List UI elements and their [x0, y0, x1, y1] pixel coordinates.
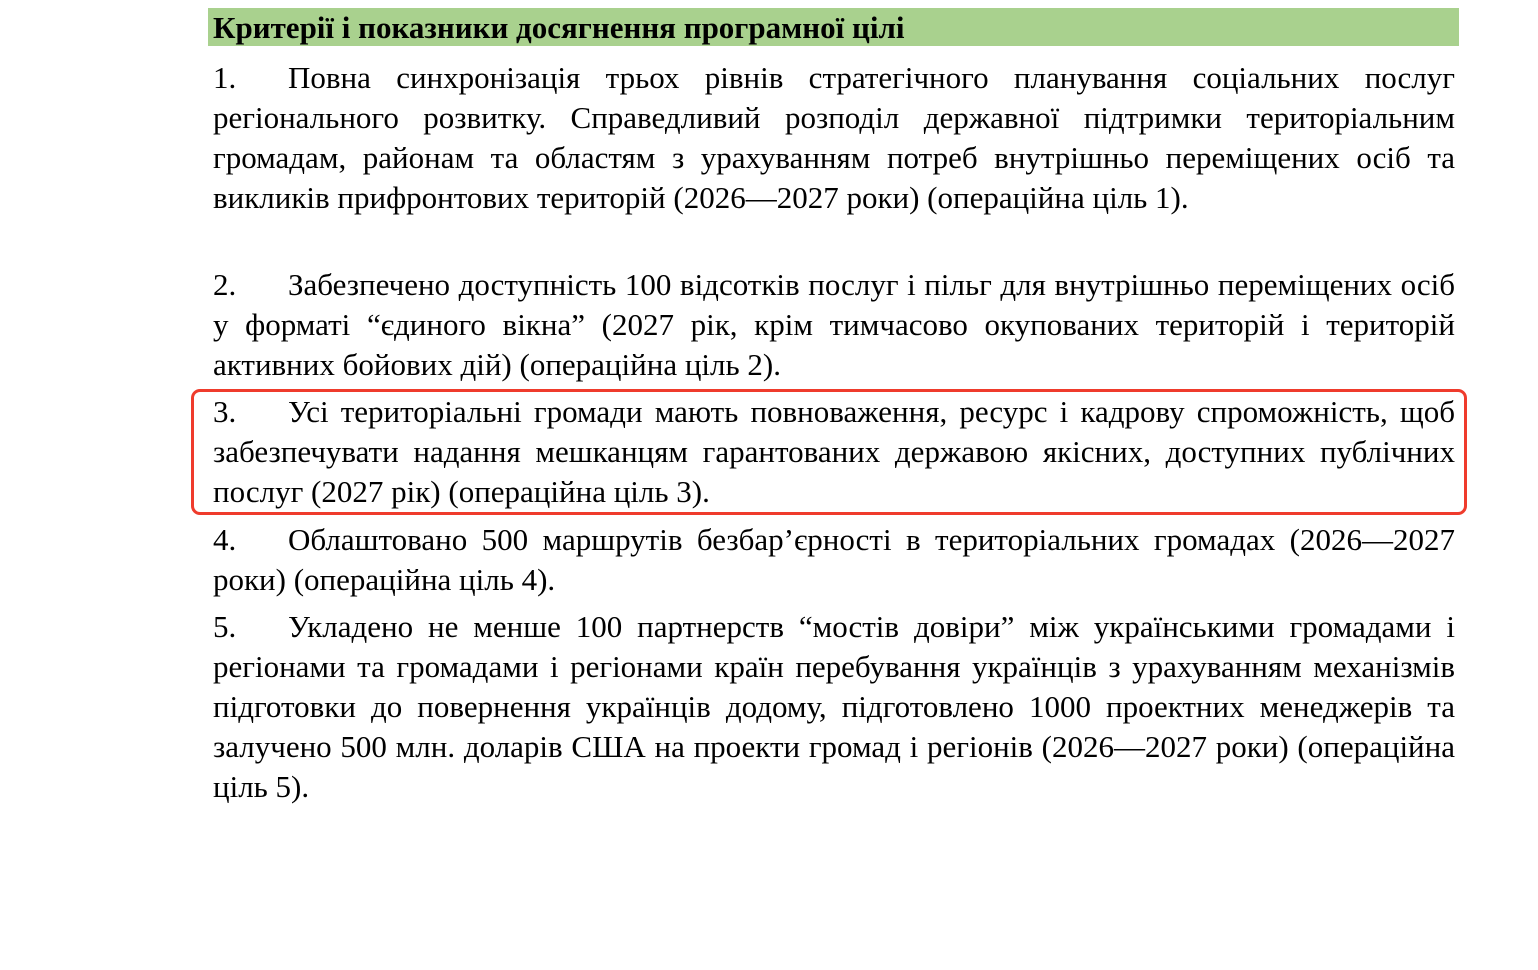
criteria-item-2-text: Забезпечено доступність 100 відсотків послуг і пільг для внутрішньо переміщених осіб у форматі “єдиного вікна” (2027 рік, крім тимчасово окупованих територій і територій активних бойових дій) (операційна ціль 2). [213, 267, 1455, 382]
criteria-item-5-number: 5. [213, 609, 237, 644]
section-heading: Критерії і показники досягнення програмної цілі [213, 10, 905, 45]
criteria-item-2 [213, 265, 1455, 385]
criteria-item-1 [213, 58, 1455, 218]
criteria-item-3-number: 3. [213, 394, 237, 429]
section-heading-band [208, 8, 1459, 46]
criteria-item-4 [213, 520, 1455, 600]
criteria-item-1-number: 1. [213, 60, 237, 95]
criteria-item-1-text: Повна синхронізація трьох рівнів стратегічного планування соціальних послуг регіонального розвитку. Справедливий розподіл державної підтримки територіальним громадам, районам та областям з урахуванням потреб внутрішньо переміщених осіб та викликів прифронтових територій (2026—2027 роки) (операційна ціль 1). [213, 60, 1455, 215]
criteria-item-4-number: 4. [213, 522, 237, 557]
criteria-item-3 [213, 392, 1455, 512]
criteria-item-5 [213, 607, 1455, 807]
criteria-item-5-text: Укладено не менше 100 партнерств “мостів довіри” між українськими громадами і регіонами та громадами і регіонами країн перебування українців з урахуванням механізмів підготовки до повернення українців додому, підготовлено 1000 проектних менеджерів та залучено 500 млн. доларів США на проекти громад і регіонів (2026—2027 роки) (операційна ціль 5). [213, 609, 1455, 804]
criteria-item-2-number: 2. [213, 267, 237, 302]
criteria-item-4-text: Облаштовано 500 маршрутів безбар’єрності в територіальних громадах (2026—2027 роки) (операційна ціль 4). [213, 522, 1455, 597]
criteria-item-3-text: Усі територіальні громади мають повноваження, ресурс і кадрову спроможність, щоб забезпечувати надання мешканцям гарантованих державою якісних, доступних публічних послуг (2027 рік) (операційна ціль 3). [213, 394, 1455, 509]
